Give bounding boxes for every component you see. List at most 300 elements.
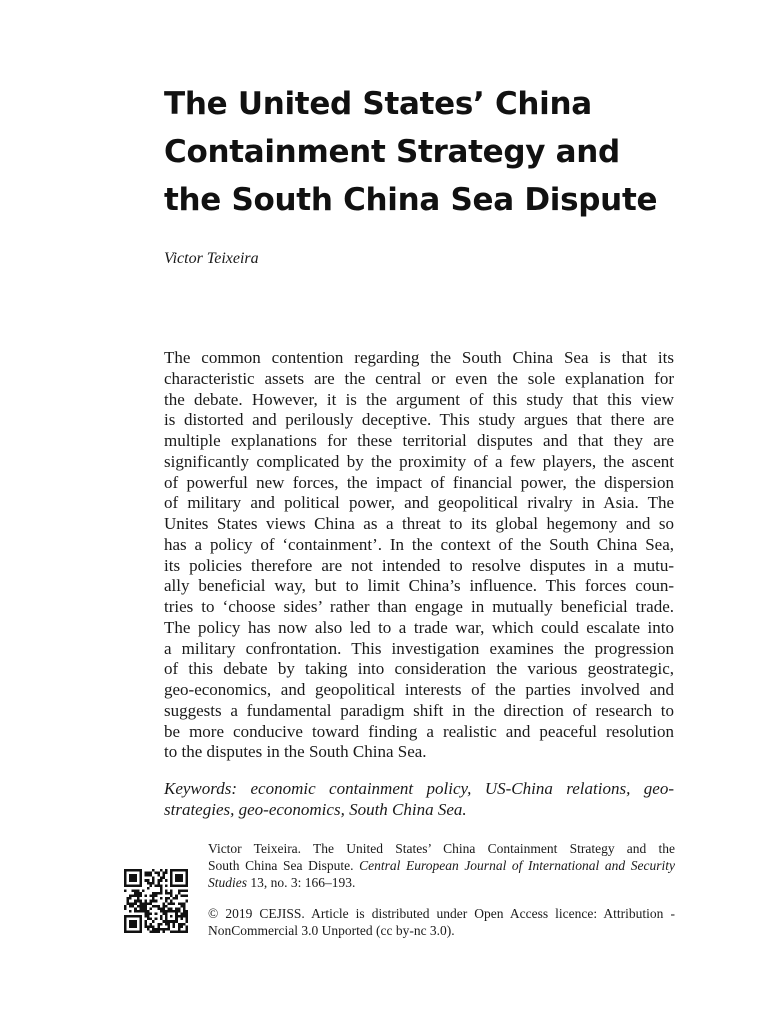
qr-module xyxy=(165,913,168,916)
qr-module xyxy=(152,879,155,882)
qr-module xyxy=(162,902,165,905)
qr-module xyxy=(144,872,147,875)
qr-module xyxy=(168,897,171,900)
qr-module xyxy=(137,895,140,898)
qr-module xyxy=(137,869,140,872)
qr-module xyxy=(183,889,186,892)
qr-module xyxy=(185,918,188,921)
qr-module xyxy=(124,928,127,931)
qr-module xyxy=(129,905,132,908)
qr-module xyxy=(165,900,168,903)
qr-module xyxy=(183,902,186,905)
qr-module xyxy=(139,879,142,882)
abstract-line: its policies therefore are not intended to resolve disputes in a mutu- xyxy=(164,555,674,575)
qr-module xyxy=(175,874,178,877)
qr-module xyxy=(127,915,130,918)
citation xyxy=(208,840,675,891)
qr-module xyxy=(147,902,150,905)
qr-module xyxy=(144,879,147,882)
qr-module xyxy=(129,930,132,933)
qr-module xyxy=(165,920,168,923)
qr-module xyxy=(185,889,188,892)
qr-module xyxy=(178,892,181,895)
abstract-line: geo-economics, and geopolitical interests of the parties involved and xyxy=(164,680,674,699)
qr-module xyxy=(183,869,186,872)
qr-module xyxy=(180,923,183,926)
qr-module xyxy=(175,913,178,916)
qr-module xyxy=(160,928,163,931)
qr-module xyxy=(162,928,165,931)
qr-module xyxy=(178,907,181,910)
qr-module xyxy=(139,928,142,931)
qr-module xyxy=(124,872,127,875)
abstract-line: Unites States views China as a threat to its global hegemony and so xyxy=(164,514,674,533)
qr-module xyxy=(147,913,150,916)
qr-module xyxy=(124,918,127,921)
qr-module xyxy=(152,895,155,898)
qr-module xyxy=(180,905,183,908)
qr-module xyxy=(170,877,173,880)
qr-module xyxy=(144,905,147,908)
title-line: Containment Strategy and xyxy=(164,134,620,170)
qr-module xyxy=(139,892,142,895)
qr-module xyxy=(160,918,163,921)
qr-module xyxy=(173,902,176,905)
qr-module xyxy=(157,874,160,877)
qr-module xyxy=(183,915,186,918)
qr-module xyxy=(155,884,158,887)
qr-module xyxy=(139,915,142,918)
qr-module xyxy=(144,900,147,903)
qr-module xyxy=(129,869,132,872)
qr-module xyxy=(137,897,140,900)
qr-module xyxy=(175,897,178,900)
abstract-line: to the disputes in the South China Sea. xyxy=(164,742,427,762)
qr-module xyxy=(173,884,176,887)
qr-module xyxy=(155,892,158,895)
qr-module xyxy=(178,877,181,880)
qr-module xyxy=(160,897,163,900)
qr-module xyxy=(152,925,155,928)
qr-module xyxy=(165,918,168,921)
qr-module xyxy=(162,874,165,877)
qr-module xyxy=(155,872,158,875)
qr-module xyxy=(160,915,163,918)
qr-module xyxy=(142,902,145,905)
qr-module xyxy=(137,892,140,895)
qr-module xyxy=(185,869,188,872)
qr-module xyxy=(175,884,178,887)
qr-module xyxy=(173,897,176,900)
qr-module xyxy=(180,902,183,905)
qr-module xyxy=(134,877,137,880)
abstract-line: tries to ‘choose sides’ rather than engage in mutually beneficial trade. xyxy=(164,597,674,616)
qr-module xyxy=(147,887,150,890)
qr-module xyxy=(185,884,188,887)
qr-module xyxy=(180,889,183,892)
qr-module xyxy=(147,925,150,928)
qr-module xyxy=(152,892,155,895)
qr-module xyxy=(124,930,127,933)
license-line: NonCommercial 3.0 Unported (cc by-nc 3.0). xyxy=(208,923,455,938)
qr-module xyxy=(168,902,171,905)
keywords xyxy=(164,778,674,820)
qr-module xyxy=(134,907,137,910)
license-line: © 2019 CEJISS. Article is distributed under Open Access licence: Attribution - xyxy=(208,906,675,921)
qr-module xyxy=(178,928,181,931)
qr-module xyxy=(183,930,186,933)
qr-module xyxy=(139,907,142,910)
qr-module xyxy=(150,895,153,898)
qr-module xyxy=(124,925,127,928)
qr-module xyxy=(139,902,142,905)
qr-module xyxy=(155,900,158,903)
qr-module xyxy=(183,905,186,908)
qr-module xyxy=(139,905,142,908)
qr-module xyxy=(124,920,127,923)
citation-journal: Central European Journal of International and Security xyxy=(359,858,676,873)
qr-module xyxy=(185,882,188,885)
qr-module xyxy=(144,913,147,916)
abstract-line: is distorted and perilously deceptive. This study argues that there are xyxy=(164,410,674,430)
qr-module xyxy=(155,913,158,916)
qr-module xyxy=(144,920,147,923)
qr-module xyxy=(165,869,168,872)
qr-module xyxy=(132,895,135,898)
qr-module xyxy=(147,915,150,918)
qr-module xyxy=(168,907,171,910)
qr-module xyxy=(134,920,137,923)
qr-module xyxy=(147,872,150,875)
qr-module xyxy=(175,877,178,880)
qr-module xyxy=(129,877,132,880)
qr-module xyxy=(162,877,165,880)
qr-module xyxy=(147,928,150,931)
citation-article-title: South China Sea Dispute. xyxy=(208,858,354,873)
qr-module xyxy=(132,877,135,880)
qr-module xyxy=(165,915,168,918)
qr-module xyxy=(170,872,173,875)
qr-module xyxy=(124,882,127,885)
qr-module xyxy=(152,900,155,903)
qr-module xyxy=(170,892,173,895)
qr-module xyxy=(124,905,127,908)
qr-module xyxy=(132,889,135,892)
qr-module xyxy=(162,907,165,910)
qr-module xyxy=(180,884,183,887)
qr-module xyxy=(142,905,145,908)
qr-module xyxy=(160,884,163,887)
qr-module xyxy=(180,913,183,916)
qr-module xyxy=(139,874,142,877)
qr-module xyxy=(178,879,181,882)
qr-module xyxy=(132,884,135,887)
qr-module xyxy=(185,874,188,877)
qr-module xyxy=(170,900,173,903)
qr-module xyxy=(165,897,168,900)
abstract-line: of military and political power, and geopolitical rivalry in Asia. The xyxy=(164,493,674,513)
qr-module xyxy=(144,925,147,928)
qr-module xyxy=(160,887,163,890)
keywords-line: strategies, geo-economics, South China Sea. xyxy=(164,800,467,819)
qr-module xyxy=(127,902,130,905)
qr-module xyxy=(185,913,188,916)
qr-module xyxy=(168,920,171,923)
abstract xyxy=(164,348,674,763)
qr-module xyxy=(152,869,155,872)
qr-module xyxy=(139,923,142,926)
qr-module xyxy=(160,910,163,913)
qr-module xyxy=(152,897,155,900)
qr-module xyxy=(157,884,160,887)
qr-module xyxy=(147,879,150,882)
qr-module xyxy=(150,923,153,926)
qr-module xyxy=(152,882,155,885)
qr-module xyxy=(165,884,168,887)
qr-module xyxy=(157,892,160,895)
qr-module xyxy=(157,928,160,931)
qr-module xyxy=(168,925,171,928)
abstract-line: The policy has now also led to a trade war, which could escalate into xyxy=(164,617,674,637)
qr-module xyxy=(147,882,150,885)
qr-module xyxy=(175,895,178,898)
citation-line: Victor Teixeira. The United States’ China Containment Strategy and the xyxy=(208,841,675,856)
qr-module xyxy=(180,930,183,933)
qr-module xyxy=(178,869,181,872)
qr-module xyxy=(185,910,188,913)
qr-module xyxy=(183,923,186,926)
qr-module xyxy=(183,913,186,916)
qr-module xyxy=(170,879,173,882)
qr-module xyxy=(150,882,153,885)
qr-module xyxy=(132,869,135,872)
qr-module xyxy=(173,923,176,926)
qr-module xyxy=(162,872,165,875)
qr-module xyxy=(175,918,178,921)
qr-module xyxy=(139,920,142,923)
qr-module xyxy=(178,930,181,933)
abstract-line: be more conducive toward finding a realistic and peaceful resolution xyxy=(164,721,674,741)
qr-module xyxy=(144,907,147,910)
qr-module xyxy=(157,905,160,908)
qr-module xyxy=(147,910,150,913)
qr-module xyxy=(134,884,137,887)
qr-module xyxy=(180,925,183,928)
qr-module xyxy=(168,928,171,931)
qr-module xyxy=(132,879,135,882)
qr-module xyxy=(170,884,173,887)
citation-volume: 13, no. 3: 166–193. xyxy=(250,875,356,890)
qr-module xyxy=(183,884,186,887)
qr-module xyxy=(152,877,155,880)
qr-module xyxy=(157,925,160,928)
qr-module xyxy=(165,892,168,895)
qr-module xyxy=(175,910,178,913)
abstract-line: the debate. However, it is the argument of this study that this view xyxy=(164,389,674,409)
qr-module xyxy=(139,882,142,885)
qr-module xyxy=(134,910,137,913)
qr-module xyxy=(157,872,160,875)
qr-module xyxy=(150,874,153,877)
qr-module xyxy=(165,872,168,875)
qr-module xyxy=(132,930,135,933)
qr-module xyxy=(152,920,155,923)
qr-module xyxy=(155,905,158,908)
qr-module xyxy=(180,877,183,880)
qr-module xyxy=(185,872,188,875)
qr-module xyxy=(162,930,165,933)
qr-module xyxy=(178,874,181,877)
qr-module xyxy=(152,905,155,908)
qr-module xyxy=(129,923,132,926)
qr-module xyxy=(173,920,176,923)
qr-module xyxy=(144,923,147,926)
qr-module xyxy=(150,913,153,916)
qr-module xyxy=(155,918,158,921)
qr-module xyxy=(185,920,188,923)
qr-module xyxy=(124,874,127,877)
qr-module xyxy=(170,910,173,913)
qr-module xyxy=(139,918,142,921)
qr-module xyxy=(134,889,137,892)
qr-module xyxy=(134,900,137,903)
qr-module xyxy=(124,889,127,892)
qr-module xyxy=(134,869,137,872)
qr-module xyxy=(134,902,137,905)
qr-module xyxy=(137,884,140,887)
qr-module xyxy=(144,874,147,877)
qr-module xyxy=(168,892,171,895)
license-notice xyxy=(208,905,675,939)
qr-module xyxy=(137,910,140,913)
qr-module xyxy=(137,905,140,908)
qr-module xyxy=(137,915,140,918)
article-title xyxy=(164,80,704,224)
qr-module xyxy=(139,910,142,913)
qr-module xyxy=(165,905,168,908)
qr-module xyxy=(124,915,127,918)
qr-module xyxy=(157,930,160,933)
qr-module xyxy=(150,900,153,903)
qr-module xyxy=(185,925,188,928)
qr-module xyxy=(129,879,132,882)
qr-module xyxy=(155,930,158,933)
qr-module xyxy=(162,920,165,923)
qr-module xyxy=(137,900,140,903)
qr-module xyxy=(162,905,165,908)
qr-module xyxy=(129,902,132,905)
qr-module xyxy=(185,879,188,882)
abstract-line: has a policy of ‘containment’. In the context of the South China Sea, xyxy=(164,534,674,554)
qr-module xyxy=(139,930,142,933)
qr-module xyxy=(160,879,163,882)
qr-module xyxy=(124,907,127,910)
qr-module xyxy=(124,879,127,882)
qr-module xyxy=(175,920,178,923)
qr-module xyxy=(127,884,130,887)
qr-module xyxy=(132,915,135,918)
qr-module xyxy=(178,889,181,892)
citation-line xyxy=(208,857,675,874)
qr-module xyxy=(132,925,135,928)
qr-module xyxy=(150,872,153,875)
qr-module xyxy=(150,902,153,905)
qr-module xyxy=(150,925,153,928)
qr-module xyxy=(127,869,130,872)
qr-module xyxy=(129,895,132,898)
qr-module xyxy=(142,910,145,913)
qr-module xyxy=(134,930,137,933)
qr-module xyxy=(132,905,135,908)
qr-module xyxy=(124,869,127,872)
qr-module xyxy=(142,907,145,910)
qr-module xyxy=(170,920,173,923)
qr-module xyxy=(170,874,173,877)
qr-module xyxy=(180,895,183,898)
qr-module xyxy=(144,910,147,913)
abstract-line: of powerful new forces, the impact of financial power, the dispersion xyxy=(164,472,674,492)
abstract-line: ally beneficial way, but to limit China’s influence. This forces coun- xyxy=(164,576,674,596)
qr-module xyxy=(180,874,183,877)
qr-module xyxy=(134,915,137,918)
qr-module xyxy=(160,923,163,926)
qr-module xyxy=(162,910,165,913)
qr-module xyxy=(132,923,135,926)
qr-module xyxy=(160,869,163,872)
qr-module xyxy=(137,930,140,933)
qr-module xyxy=(162,913,165,916)
qr-module xyxy=(175,930,178,933)
qr-module xyxy=(160,892,163,895)
qr-module xyxy=(144,915,147,918)
qr-module xyxy=(147,918,150,921)
qr-module xyxy=(175,915,178,918)
qr-module xyxy=(139,925,142,928)
qr-module xyxy=(165,923,168,926)
qr-module xyxy=(134,874,137,877)
qr-module xyxy=(124,923,127,926)
qr-module xyxy=(129,915,132,918)
qr-module xyxy=(185,900,188,903)
qr-module xyxy=(168,910,171,913)
qr-module xyxy=(170,889,173,892)
qr-module xyxy=(160,889,163,892)
qr-module xyxy=(185,895,188,898)
qr-module xyxy=(127,900,130,903)
qr-module xyxy=(170,869,173,872)
qr-module xyxy=(150,930,153,933)
qr-module xyxy=(157,882,160,885)
qr-module xyxy=(178,884,181,887)
qr-module xyxy=(129,920,132,923)
qr-module xyxy=(137,889,140,892)
qr-module xyxy=(175,869,178,872)
qr-module xyxy=(175,879,178,882)
abstract-line: a military confrontation. This investigation examines the progression xyxy=(164,638,674,658)
qr-module xyxy=(139,884,142,887)
qr-module xyxy=(185,930,188,933)
qr-module xyxy=(150,918,153,921)
qr-module xyxy=(160,907,163,910)
qr-module xyxy=(185,877,188,880)
qr-module xyxy=(132,920,135,923)
qr-module xyxy=(134,895,137,898)
qr-module xyxy=(132,902,135,905)
title-line: The United States’ China xyxy=(164,86,592,122)
qr-module xyxy=(129,925,132,928)
author-name: Victor Teixeira xyxy=(164,250,259,267)
qr-module xyxy=(180,918,183,921)
